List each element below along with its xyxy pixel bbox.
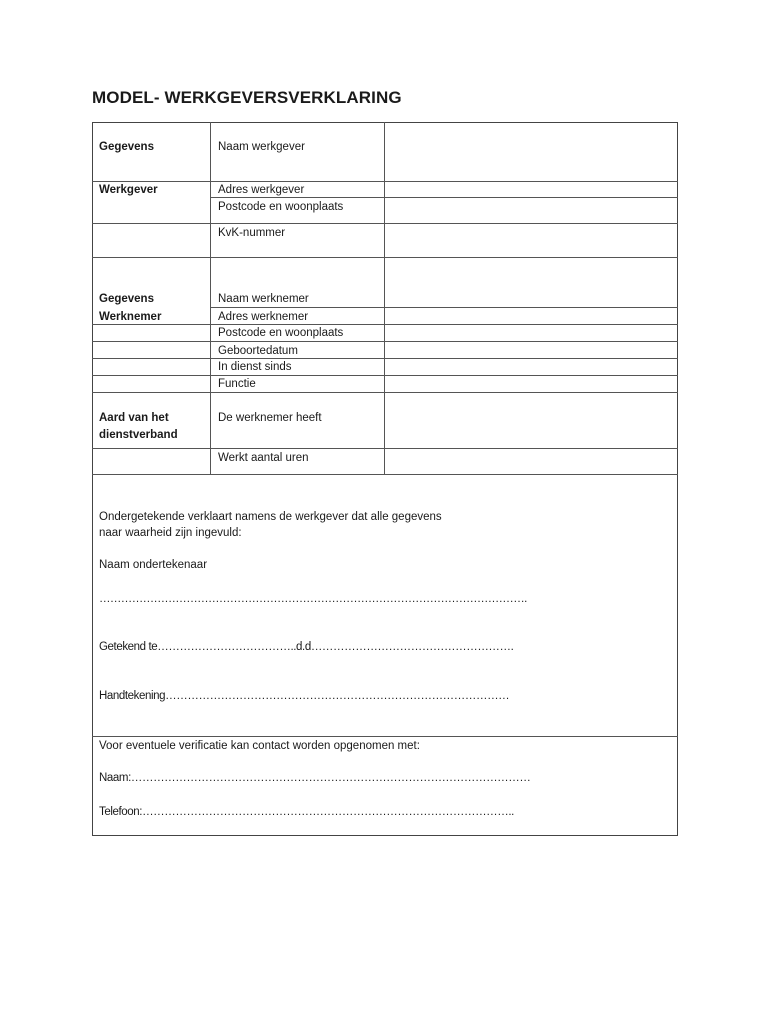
- field-label-employee-address: Adres werknemer: [218, 311, 309, 323]
- field-label-employer-postcode: Postcode en woonplaats: [218, 201, 344, 213]
- field-label-employee-name: Naam werknemer: [218, 293, 309, 305]
- row-divider: [210, 197, 678, 198]
- column-divider: [210, 122, 211, 474]
- verification-name-line: Naam:………………………………………………………………………………………………: [99, 772, 531, 784]
- field-label-start-date: In dienst sinds: [218, 361, 292, 373]
- section-label: Gegevens: [99, 293, 154, 305]
- field-label-employee-postcode: Postcode en woonplaats: [218, 327, 344, 339]
- row-divider: [92, 448, 678, 449]
- row-divider: [92, 474, 678, 475]
- row-divider: [92, 392, 678, 393]
- signed-at-line: Getekend te………………………………..d.d……………………………………………….: [99, 641, 514, 653]
- field-label-employee-has: De werknemer heeft: [218, 412, 322, 424]
- row-divider: [92, 223, 678, 224]
- verification-phone-line: Telefoon:………………………………………………………………………………………..: [99, 806, 514, 818]
- row-divider: [92, 736, 678, 737]
- row-divider: [92, 358, 678, 359]
- section-label: Werkgever: [99, 184, 158, 196]
- column-divider: [384, 122, 385, 474]
- field-label-function: Functie: [218, 378, 256, 390]
- signer-name-dots: ……………………………………………………………………………………………………….: [99, 593, 527, 605]
- section-label: Aard van het: [99, 412, 169, 424]
- row-divider: [92, 181, 678, 182]
- document-title: MODEL- WERKGEVERSVERKLARING: [92, 88, 402, 107]
- signer-name-label: Naam ondertekenaar: [99, 559, 208, 571]
- field-label-employer-name: Naam werkgever: [218, 141, 305, 153]
- section-label: dienstverband: [99, 429, 178, 441]
- section-label: Werknemer: [99, 311, 162, 323]
- field-label-kvk-number: KvK-nummer: [218, 227, 286, 239]
- declaration-text: naar waarheid zijn ingevuld:: [99, 527, 242, 539]
- form-table: [92, 122, 678, 836]
- row-divider: [210, 307, 678, 308]
- field-label-hours: Werkt aantal uren: [218, 452, 309, 464]
- declaration-text: Ondergetekende verklaart namens de werkgever dat alle gegevens: [99, 511, 442, 523]
- signature-line: Handtekening…………………………………………………………………………………: [99, 690, 510, 702]
- row-divider: [92, 324, 678, 325]
- field-label-employer-address: Adres werkgever: [218, 184, 305, 196]
- section-label: Gegevens: [99, 141, 154, 153]
- row-divider: [92, 375, 678, 376]
- verification-intro: Voor eventuele verificatie kan contact worden opgenomen met:: [99, 740, 420, 752]
- field-label-birth-date: Geboortedatum: [218, 345, 298, 357]
- row-divider: [92, 341, 678, 342]
- row-divider: [92, 257, 678, 258]
